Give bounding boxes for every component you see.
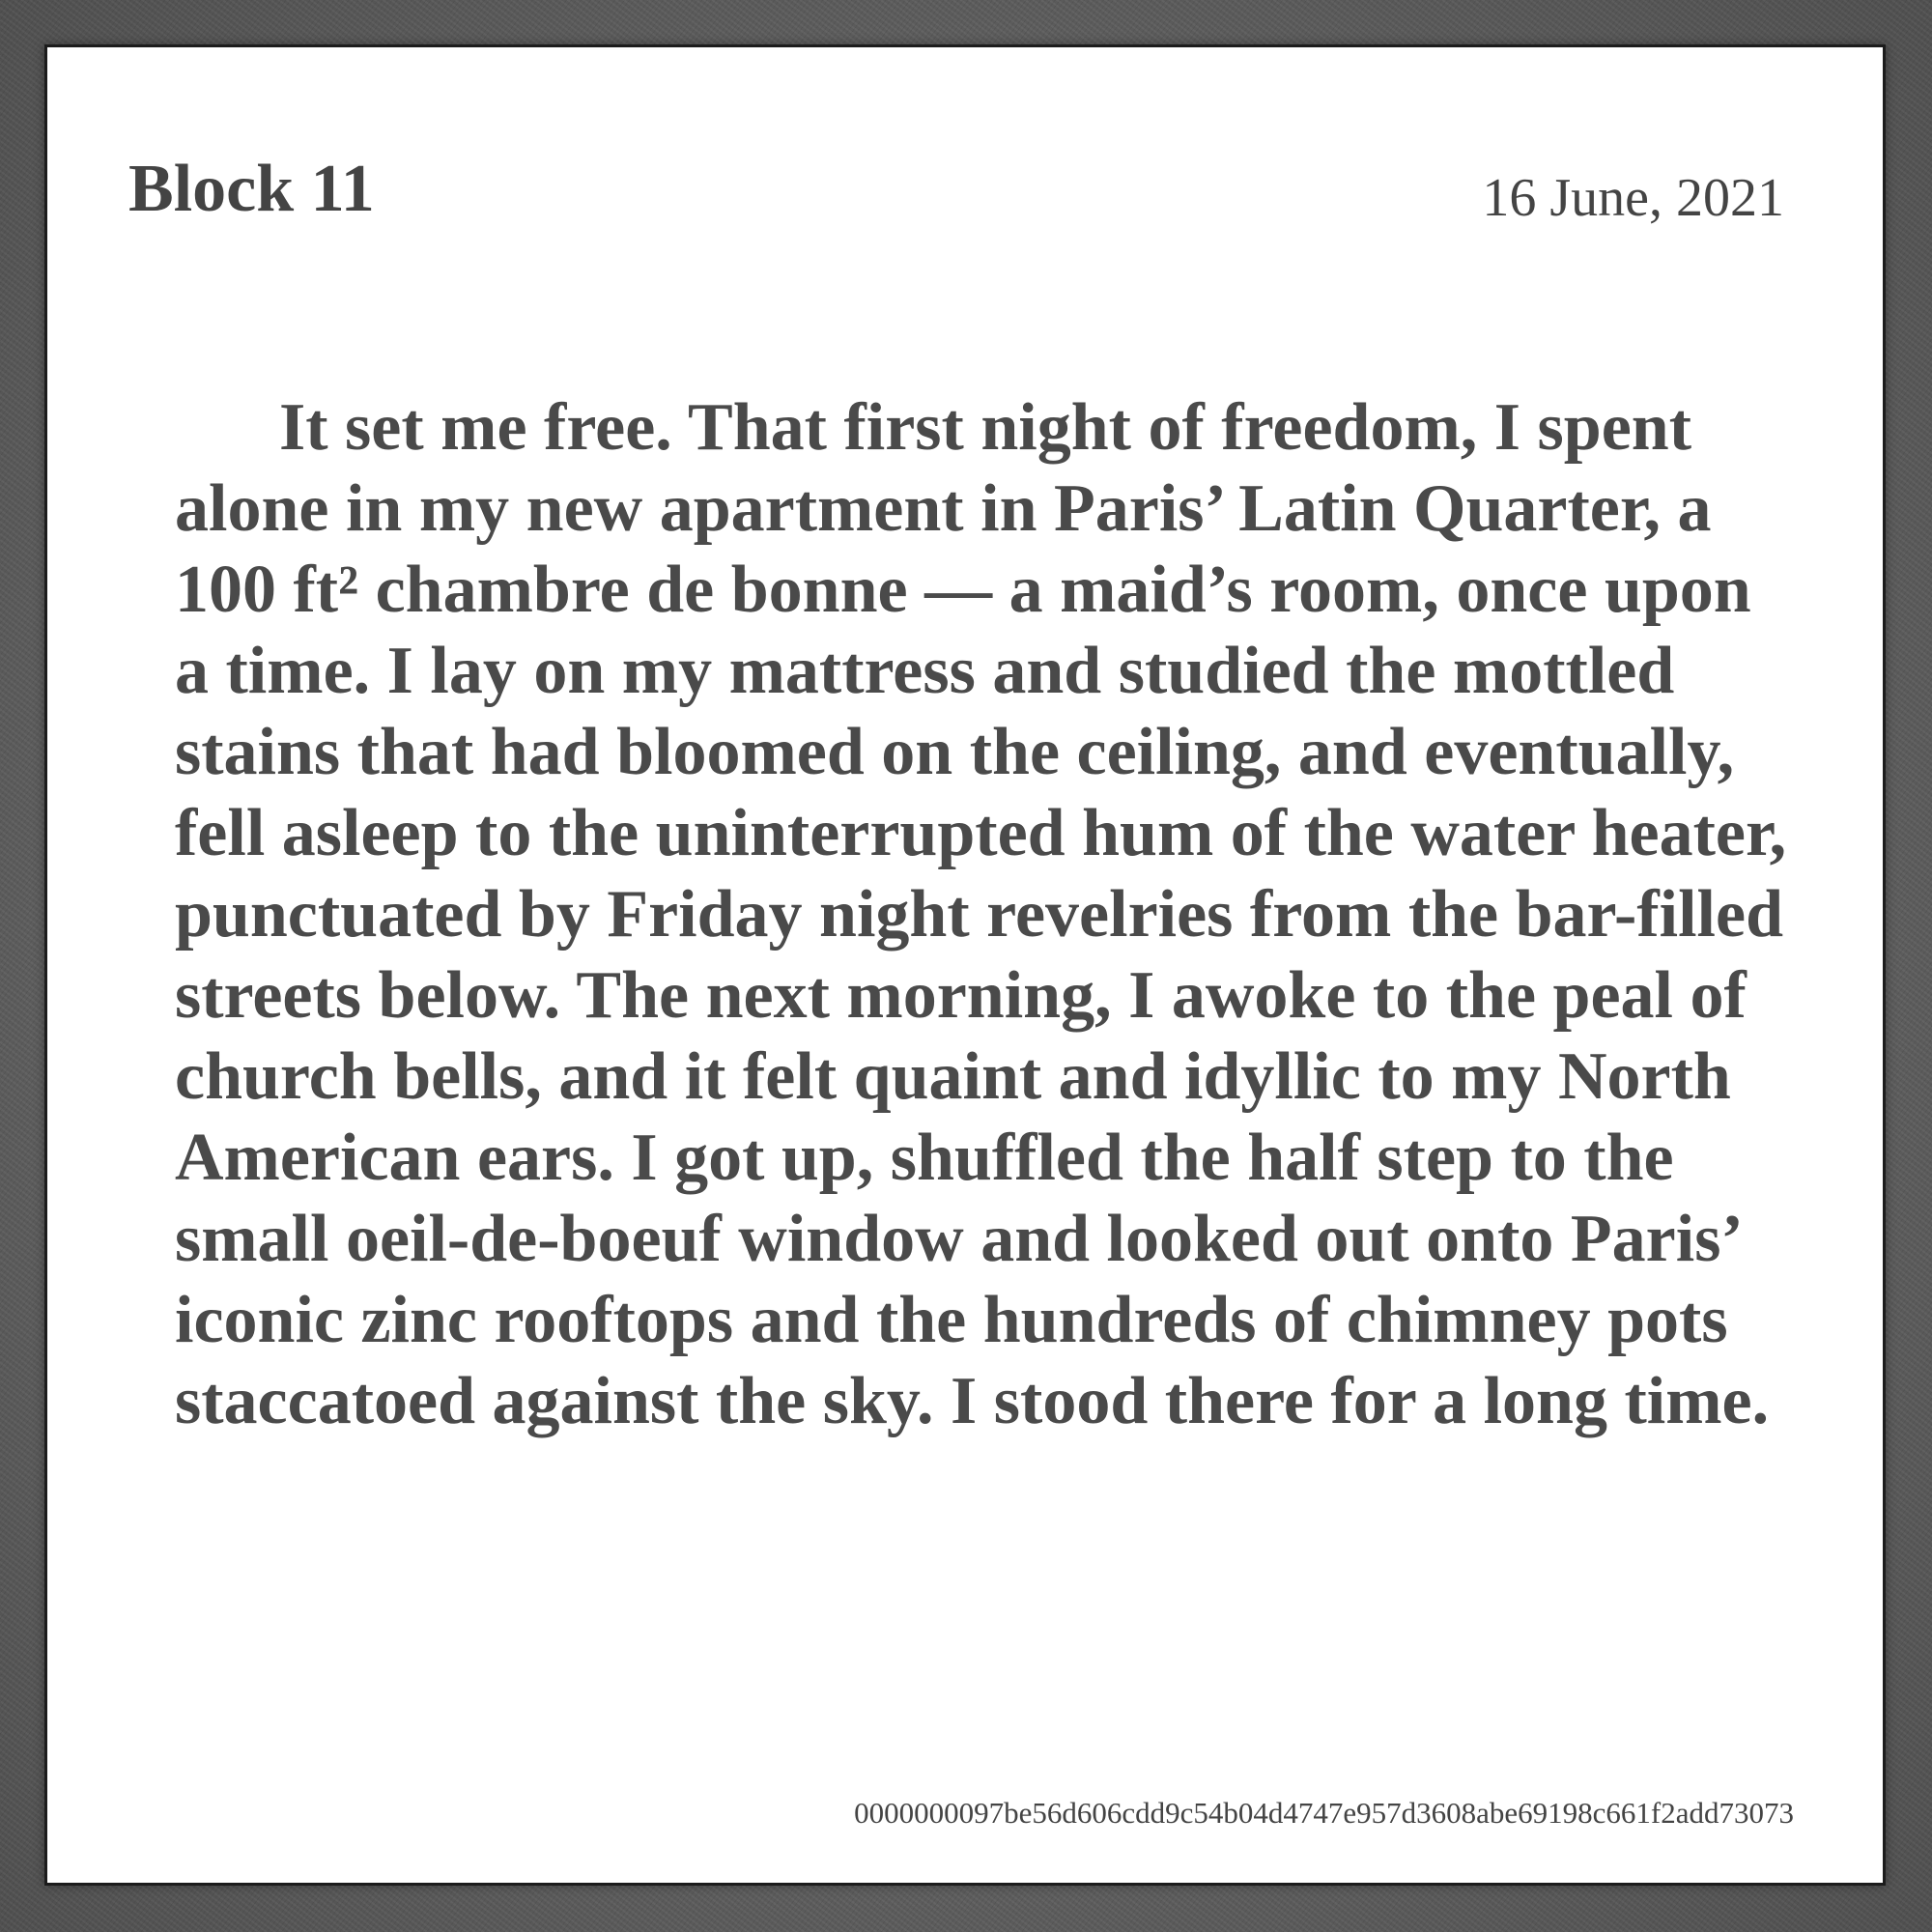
body-paragraph: It set me free. That first night of freedom, I spent alone in my new apartment in Paris’ Latin Quarter, a 100 ft² chambre de bonne — a maid’s room, once upon a time. I lay on my mattress and studied the mottled stains that had bloomed on the ceiling, and eventually, fell asleep to the uninterrupted hum of the water heater, punctuated by Friday night revelries from the bar-filled streets below. The next morning, I awoke to the peal of church bells, and it felt quaint and idyllic to my North American ears. I got up, shuffled the half step to the small oeil-de-boeuf window and looked out onto Paris’ iconic zinc rooftops and the hundreds of chimney pots staccatoed against the sky. I stood there for a long time. xyxy=(175,390,1787,1438)
block-title: Block 11 xyxy=(128,152,375,226)
block-card xyxy=(44,44,1886,1886)
block-date: 16 June, 2021 xyxy=(1482,168,1784,228)
block-hash: 0000000097be56d606cdd9c54b04d4747e957d3608abe69198c661f2add73073 xyxy=(854,1796,1794,1830)
